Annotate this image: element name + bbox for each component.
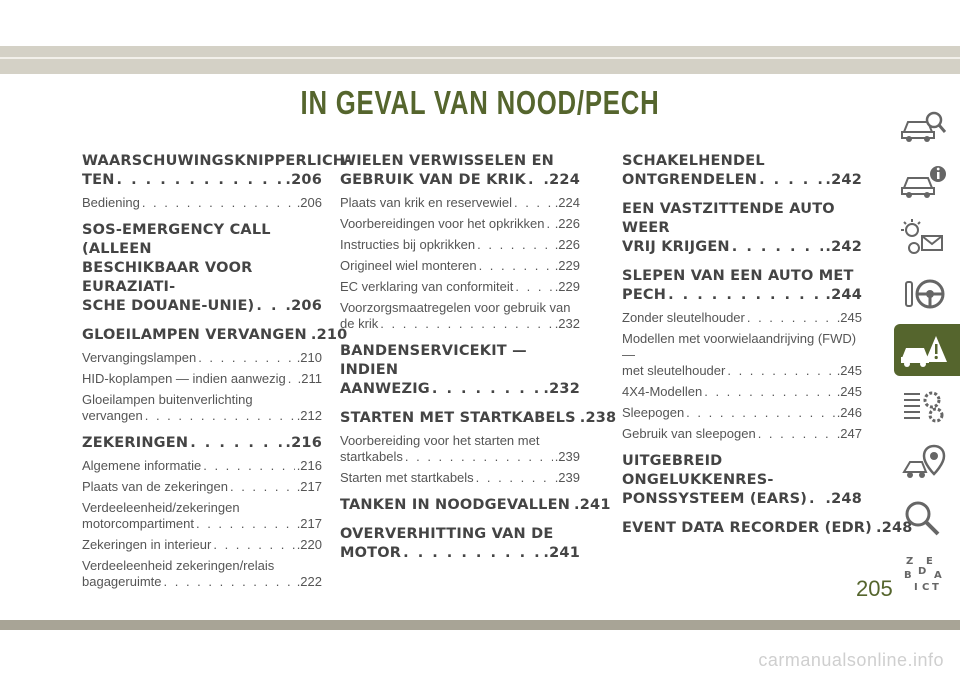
- toc-line: EEN VASTZITTENDE AUTO WEER: [622, 201, 835, 236]
- dashboard-lights-icon: [900, 218, 948, 258]
- toc-entry[interactable]: [82, 537, 322, 553]
- toc-title: Zekeringen in interieur: [82, 537, 212, 552]
- toc-entry[interactable]: [82, 458, 322, 474]
- toc-title: Algemene informatie: [82, 458, 202, 473]
- toc-entry[interactable]: [82, 479, 322, 495]
- dot-leader: [732, 238, 824, 257]
- toc-heading[interactable]: [82, 434, 322, 453]
- toc-page-number: .206: [285, 172, 322, 188]
- watermark: carmanualsonline.info: [758, 650, 944, 670]
- toc-page-number: .224: [554, 195, 580, 210]
- toc-heading[interactable]: [340, 525, 580, 563]
- svg-text:I: I: [914, 582, 918, 593]
- toc-page-number: .216: [285, 435, 322, 451]
- toc-line: [340, 496, 611, 515]
- toc-page-number: .226: [554, 216, 580, 231]
- toc-page-number: .241: [574, 497, 611, 513]
- toc-line: [340, 171, 580, 190]
- toc-page-number: .210: [310, 327, 348, 343]
- toc-line: [82, 574, 322, 590]
- page-title: IN GEVAL VAN NOOD/PECH: [300, 84, 660, 121]
- toc-title: 4X4-Modellen: [622, 384, 703, 399]
- toc-line: [622, 490, 862, 509]
- tab-car-search[interactable]: [894, 100, 960, 152]
- toc-line: [82, 479, 322, 495]
- toc-title: Zonder sleutelhouder: [622, 310, 745, 325]
- toc-title: Vervangingslampen: [82, 350, 197, 365]
- dot-leader: [213, 537, 294, 553]
- toc-line: [82, 371, 322, 387]
- dot-leader: [747, 310, 835, 326]
- toc-title: TEN: [82, 172, 115, 188]
- toc-entry[interactable]: [340, 433, 580, 465]
- dot-leader: [547, 216, 553, 232]
- dot-leader: [142, 195, 295, 211]
- toc-column-1: [82, 152, 352, 590]
- toc-page-number: .242: [825, 172, 862, 188]
- dot-leader: [117, 171, 284, 190]
- toc-title: EC verklaring van conformiteit: [340, 279, 514, 294]
- toc-line: [82, 537, 322, 553]
- toc-line: [82, 297, 322, 316]
- svg-text:Z: Z: [906, 556, 914, 567]
- toc-line: BESCHIKBAAR VOOR EURAZIATI-: [82, 260, 253, 295]
- toc-heading[interactable]: [622, 267, 862, 305]
- toc-line: [340, 237, 580, 253]
- toc-column-2: [340, 152, 617, 563]
- svg-text:C: C: [922, 582, 930, 593]
- dot-leader: [477, 237, 553, 253]
- toc-title: Bediening: [82, 195, 140, 210]
- tab-car-info[interactable]: [894, 156, 960, 208]
- toc-line: [82, 171, 322, 190]
- toc-title: met sleutelhouder: [622, 363, 726, 378]
- dot-leader: [380, 316, 552, 332]
- toc-page-number: .220: [296, 537, 322, 552]
- toc-page-number: .245: [836, 363, 862, 378]
- dot-leader: [515, 279, 552, 295]
- toc-entry[interactable]: [622, 384, 862, 400]
- toc-title: bagageruimte: [82, 574, 162, 589]
- toc-title: GEBRUIK VAN DE KRIK: [340, 172, 526, 188]
- toc-heading[interactable]: [340, 496, 611, 515]
- toc-column-3: [622, 152, 913, 538]
- toc-entry[interactable]: [82, 195, 322, 211]
- toc-entry[interactable]: [82, 371, 322, 387]
- toc-line: [82, 434, 322, 453]
- dot-leader: [198, 350, 294, 366]
- bottom-band: [0, 620, 960, 630]
- toc-page-number: .229: [554, 279, 580, 294]
- toc-page-number: .246: [836, 405, 862, 420]
- dot-leader: [288, 371, 296, 387]
- toc-title: Gebruik van sleepogen: [622, 426, 756, 441]
- toc-title: GLOEILAMPEN VERVANGEN: [82, 327, 307, 343]
- maintenance-gears-icon: [900, 386, 948, 426]
- toc-line: [82, 516, 322, 532]
- dot-leader: [203, 458, 294, 474]
- toc-page-number: .210: [296, 350, 322, 365]
- toc-title: PECH: [622, 287, 667, 303]
- toc-page-number: .217: [296, 516, 322, 531]
- dot-leader: [190, 434, 283, 453]
- dot-leader: [256, 297, 283, 316]
- toc-page-number: .217: [296, 479, 322, 494]
- toc-line: WAARSCHUWINGSKNIPPERLICH-: [82, 153, 352, 169]
- top-band-line: [0, 57, 960, 59]
- toc-line: Verdeeleenheid/zekeringen: [82, 500, 240, 515]
- toc-entry[interactable]: [340, 300, 580, 332]
- toc-title: Instructies bij opkrikken: [340, 237, 476, 252]
- toc-line: Gloeilampen buitenverlichting: [82, 392, 253, 407]
- toc-line: [340, 258, 580, 274]
- toc-line: SCHAKELHENDEL: [622, 153, 765, 169]
- toc-line: WIELEN VERWISSELEN EN: [340, 153, 555, 169]
- toc-title: HID-koplampen — indien aanwezig: [82, 371, 286, 386]
- toc-page-number: .247: [836, 426, 862, 441]
- toc-title: ZEKERINGEN: [82, 435, 189, 451]
- toc-entry[interactable]: [340, 195, 580, 211]
- languages-icon: [900, 554, 948, 594]
- tab-steering-wheel[interactable]: [894, 268, 960, 320]
- toc-entry[interactable]: [622, 426, 862, 442]
- toc-line: Voorbereiding voor het starten met: [340, 433, 540, 448]
- toc-line: Verdeeleenheid zekeringen/relais: [82, 558, 275, 573]
- toc-entry[interactable]: [622, 310, 862, 326]
- toc-line: [340, 316, 580, 332]
- toc-line: [82, 350, 322, 366]
- toc-title: AANWEZIG: [340, 381, 430, 397]
- toc-page-number: .238: [579, 410, 617, 426]
- toc-line: [340, 544, 580, 563]
- dot-leader: [432, 380, 542, 399]
- toc-entry[interactable]: [82, 392, 322, 424]
- toc-entry[interactable]: [622, 331, 862, 379]
- dot-leader: [528, 171, 541, 190]
- dot-leader: [686, 405, 835, 421]
- toc-line: [340, 409, 617, 428]
- toc-heading[interactable]: [622, 452, 862, 509]
- tab-index[interactable]: [894, 492, 960, 544]
- toc-line: [622, 426, 862, 442]
- toc-title: STARTEN MET STARTKABELS: [340, 410, 576, 426]
- toc-line: [622, 238, 862, 257]
- toc-page-number: .241: [543, 545, 580, 561]
- toc-page-number: .229: [554, 258, 580, 273]
- toc-page-number: .248: [876, 520, 913, 536]
- toc-entry[interactable]: [622, 405, 862, 421]
- toc-title: vervangen: [82, 408, 143, 423]
- toc-title: EVENT DATA RECORDER (EDR): [622, 520, 872, 536]
- toc-line: BANDENSERVICEKIT — INDIEN: [340, 343, 527, 378]
- dot-leader: [403, 544, 541, 563]
- dot-leader: [145, 408, 295, 424]
- specifications-icon: [900, 442, 948, 482]
- toc-line: [340, 279, 580, 295]
- toc-page-number: .216: [296, 458, 322, 473]
- toc-title: SCHE DOUANE-UNIE): [82, 298, 255, 314]
- toc-page-number: .206: [296, 195, 322, 210]
- dot-leader: [230, 479, 295, 495]
- toc-page-number: .245: [836, 384, 862, 399]
- svg-text:D: D: [918, 566, 927, 577]
- dot-leader: [759, 171, 823, 190]
- toc-page-number: .232: [554, 316, 580, 331]
- toc-title: PONSSYSTEEM (EARS): [622, 491, 808, 507]
- toc-line: [340, 380, 580, 399]
- toc-line: [82, 195, 322, 211]
- tab-languages[interactable]: [894, 548, 960, 600]
- toc-title: Sleepogen: [622, 405, 685, 420]
- toc-title: motorcompartiment: [82, 516, 194, 531]
- toc-entry[interactable]: [82, 500, 322, 532]
- toc-title: startkabels: [340, 449, 403, 464]
- toc-title: Starten met startkabels: [340, 470, 474, 485]
- toc-page-number: .211: [297, 371, 322, 386]
- toc-title: VRIJ KRIJGEN: [622, 239, 730, 255]
- toc-heading[interactable]: [622, 200, 862, 257]
- dot-leader: [164, 574, 295, 590]
- toc-line: UITGEBREID ONGELUKKENRES-: [622, 453, 774, 488]
- toc-page-number: .245: [836, 310, 862, 325]
- toc-line: [82, 408, 322, 424]
- dot-leader: [405, 449, 553, 465]
- toc-line: [340, 470, 580, 486]
- dot-leader: [704, 384, 834, 400]
- svg-text:B: B: [904, 570, 912, 581]
- toc-line: [622, 519, 913, 538]
- dot-leader: [196, 516, 295, 532]
- tab-emergency[interactable]: [894, 324, 960, 376]
- dot-leader: [809, 490, 823, 509]
- dot-leader: [668, 286, 823, 305]
- toc-entry[interactable]: [340, 258, 580, 274]
- dot-leader: [479, 258, 553, 274]
- page-number: 205: [856, 576, 893, 601]
- toc-heading[interactable]: [82, 326, 348, 345]
- tab-dashboard-lights[interactable]: [894, 212, 960, 264]
- toc-line: SOS-EMERGENCY CALL (ALLEEN: [82, 222, 271, 257]
- dot-leader: [476, 470, 553, 486]
- toc-page-number: .206: [285, 298, 322, 314]
- toc-page-number: .248: [825, 491, 862, 507]
- steering-wheel-icon: [900, 274, 948, 314]
- tab-specifications[interactable]: [894, 436, 960, 488]
- toc-line: [340, 195, 580, 211]
- svg-text:A: A: [934, 570, 942, 581]
- toc-page-number: .226: [554, 237, 580, 252]
- toc-entry[interactable]: [82, 558, 322, 590]
- toc-title: Origineel wiel monteren: [340, 258, 477, 273]
- emergency-car-icon: [900, 330, 948, 370]
- toc-heading[interactable]: [340, 152, 580, 190]
- toc-title: Plaats van krik en reservewiel: [340, 195, 512, 210]
- toc-page-number: .224: [543, 172, 580, 188]
- tab-maintenance[interactable]: [894, 380, 960, 432]
- toc-line: [622, 286, 862, 305]
- toc-entry[interactable]: [340, 470, 580, 486]
- toc-line: [340, 216, 580, 232]
- toc-page-number: .222: [296, 574, 322, 589]
- toc-line: [622, 384, 862, 400]
- svg-text:T: T: [932, 582, 939, 593]
- toc-entry[interactable]: [340, 279, 580, 295]
- toc-page-number: .244: [825, 287, 862, 303]
- toc-title: Plaats van de zekeringen: [82, 479, 228, 494]
- toc-heading[interactable]: [82, 152, 352, 190]
- car-info-icon: [900, 162, 948, 202]
- toc-heading[interactable]: [82, 221, 322, 316]
- toc-page-number: .242: [825, 239, 862, 255]
- toc-line: Modellen met voorwielaandrijving (FWD) —: [622, 331, 857, 362]
- toc-entry[interactable]: [340, 237, 580, 253]
- toc-title: MOTOR: [340, 545, 402, 561]
- toc-entry[interactable]: [340, 216, 580, 232]
- toc-line: [82, 326, 348, 345]
- toc-heading[interactable]: [622, 152, 862, 190]
- dot-leader: [514, 195, 553, 211]
- toc-heading[interactable]: [340, 409, 617, 428]
- toc-title: ONTGRENDELEN: [622, 172, 758, 188]
- toc-heading[interactable]: [340, 342, 580, 399]
- toc-page-number: .232: [543, 381, 580, 397]
- toc-page-number: .239: [554, 449, 580, 464]
- toc-line: OVERVERHITTING VAN DE: [340, 526, 554, 542]
- dot-leader: [727, 363, 834, 379]
- toc-line: [622, 405, 862, 421]
- toc-line: [82, 458, 322, 474]
- toc-title: Voorbereidingen voor het opkrikken: [340, 216, 545, 231]
- toc-line: [622, 171, 862, 190]
- toc-page-number: .212: [296, 408, 322, 423]
- toc-line: [622, 310, 862, 326]
- toc-heading[interactable]: [622, 519, 913, 538]
- toc-line: [622, 363, 862, 379]
- toc-line: [340, 449, 580, 465]
- toc-entry[interactable]: [82, 350, 322, 366]
- toc-page-number: .239: [554, 470, 580, 485]
- car-search-icon: [900, 106, 948, 146]
- top-band: [0, 46, 960, 74]
- toc-title: TANKEN IN NOODGEVALLEN: [340, 497, 571, 513]
- dot-leader: [758, 426, 835, 442]
- toc-line: Voorzorgsmaatregelen voor gebruik van: [340, 300, 571, 315]
- toc-title: de krik: [340, 316, 379, 331]
- toc-line: SLEPEN VAN EEN AUTO MET: [622, 268, 854, 284]
- svg-text:E: E: [926, 556, 933, 567]
- magnifier-icon: [900, 498, 948, 538]
